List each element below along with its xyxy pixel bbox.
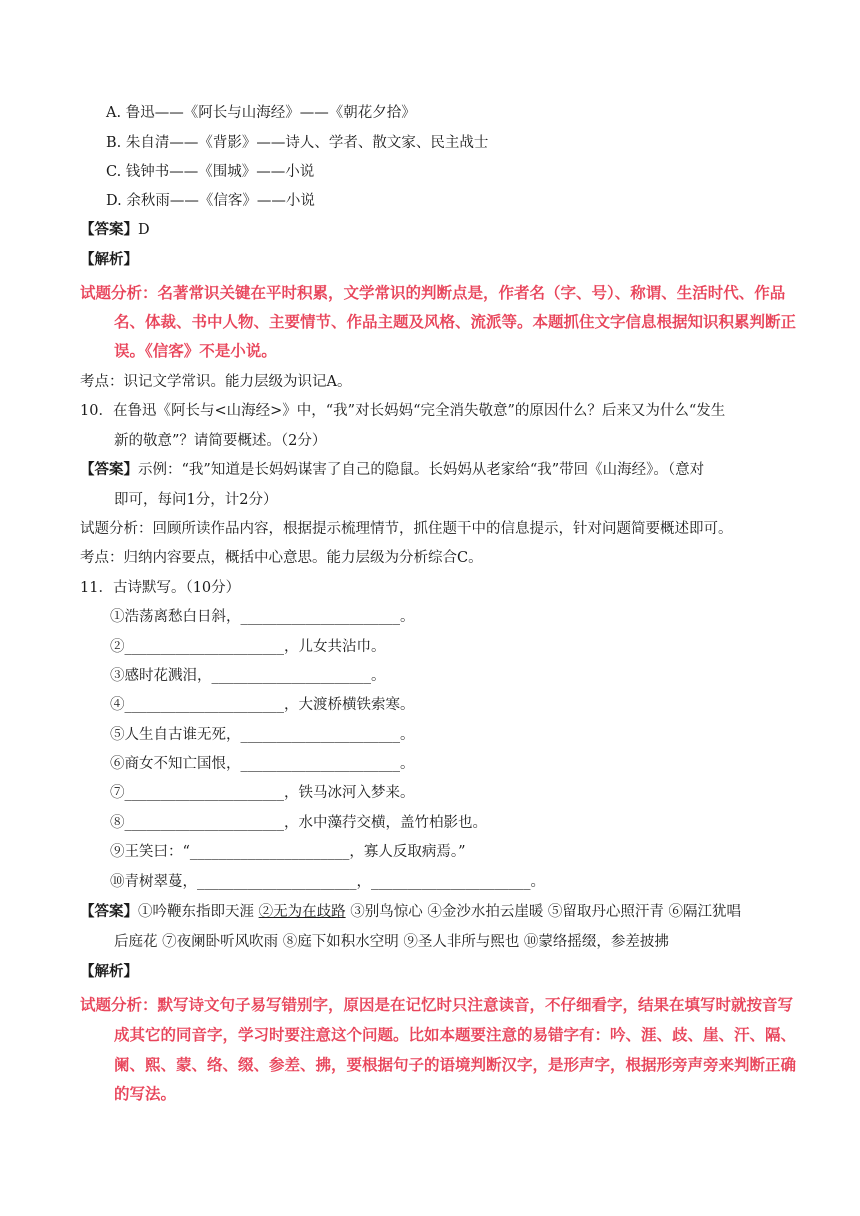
q11-item-10: ⑩青树翠蔓，______________________，______________________。 — [110, 874, 545, 890]
q11-answer-line-2: 后庭花 ⑦夜阑卧听风吹雨 ⑧庭下如积水空明 ⑨圣人非所与熙也 ⑩蒙络摇缀，参差披拂 — [114, 934, 669, 950]
q11-analysis-line-4: 的写法。 — [114, 1085, 177, 1103]
q9-option-d: D. 余秋雨——《信客》——小说 — [106, 193, 315, 209]
answer-value: D — [138, 222, 150, 238]
q9-analysis-line-2: 名、体裁、书中人物、主要情节、作品主题及风格、流派等。本题抓住文字信息根据知识积累判断正 — [114, 313, 797, 331]
q11-item-2: ②______________________，儿女共沾巾。 — [110, 639, 386, 655]
q9-analysis-label: 【解析】 — [80, 251, 138, 268]
answer-label: 【答案】 — [80, 461, 138, 478]
q9-option-c: C. 钱钟书——《围城》——小说 — [106, 164, 315, 180]
q11-item-6: ⑥商女不知亡国恨，______________________。 — [110, 756, 415, 772]
q11-item-5: ⑤人生自古谁无死，______________________。 — [110, 727, 415, 743]
q11-item-9: ⑨王笑曰：“______________________，寡人反取病焉。” — [110, 844, 466, 860]
q11-analysis-line-1: 试题分析：默写诗文句子易写错别字，原因是在记忆时只注意读音，不仔细看字，结果在填写时就按音写 — [80, 996, 794, 1014]
answer-label: 【答案】 — [80, 221, 138, 238]
q11-item-3: ③感时花溅泪，______________________。 — [110, 668, 386, 684]
q11-answer-line-1 — [80, 902, 741, 922]
q9-option-b: B. 朱自清——《背影》——诗人、学者、散文家、民主战士 — [106, 135, 489, 151]
q10-answer-line-1 — [80, 460, 704, 480]
q9-point: 考点：识记文学常识。能力层级为识记A。 — [80, 374, 352, 390]
answer-text: 示例：“我”知道是长妈妈谋害了自己的隐鼠。长妈妈从老家给“我”带回《山海经》。（意对 — [138, 462, 705, 478]
answer-underlined: ②无为在歧路 — [258, 904, 346, 920]
q9-analysis-line-3: 误。《信客》不是小说。 — [114, 342, 277, 360]
q11-analysis-line-2: 成其它的同音字，学习时要注意这个问题。比如本题要注意的易错字有：吟、涯、歧、崖、汗、隔、 — [114, 1026, 797, 1044]
q11-analysis-label: 【解析】 — [80, 963, 138, 980]
q11-item-1: ①浩荡离愁白日斜，______________________。 — [110, 609, 415, 625]
q10-question-line-1: 10．在鲁迅《阿长与<山海经>》中，“我”对长妈妈“完全消失敬意”的原因什么？后来又为什么“发生 — [80, 403, 726, 419]
q10-point: 考点：归纳内容要点，概括中心意思。能力层级为分析综合C。 — [80, 550, 483, 566]
q11-item-4: ④______________________，大渡桥横铁索寒。 — [110, 697, 415, 713]
q11-item-7: ⑦______________________，铁马冰河入梦来。 — [110, 785, 415, 801]
q10-answer-line-2: 即可，每问1分，计2分） — [114, 492, 278, 508]
q11-question: 11．古诗默写。（10分） — [80, 580, 241, 596]
answer-text-part-2: ③别鸟惊心 ④金沙水拍云崖暖 ⑤留取丹心照汗青 ⑥隔江犹唱 — [350, 904, 742, 920]
q11-analysis-line-3: 阑、熙、蒙、络、缀、参差、拂，要根据句子的语境判断汉字，是形声字，根据形旁声旁来判断正确 — [114, 1056, 797, 1074]
q9-analysis-line-1: 试题分析：名著常识关键在平时积累，文学常识的判断点是，作者名（字、号）、称谓、生活时代、作品 — [80, 284, 786, 302]
q10-question-line-2: 新的敬意”？请简要概述。（2分） — [114, 433, 327, 449]
q11-item-8: ⑧______________________，水中藻荇交横，盖竹柏影也。 — [110, 815, 487, 831]
q9-option-a: A. 鲁迅——《阿长与山海经》——《朝花夕拾》 — [106, 105, 416, 121]
q9-answer — [80, 220, 150, 240]
answer-text-part-1: ①吟鞭东指即天涯 — [138, 904, 254, 920]
q10-analysis: 试题分析：回顾所读作品内容，根据提示梳理情节，抓住题干中的信息提示，针对问题简要概述即可。 — [80, 521, 733, 537]
answer-label: 【答案】 — [80, 903, 138, 920]
